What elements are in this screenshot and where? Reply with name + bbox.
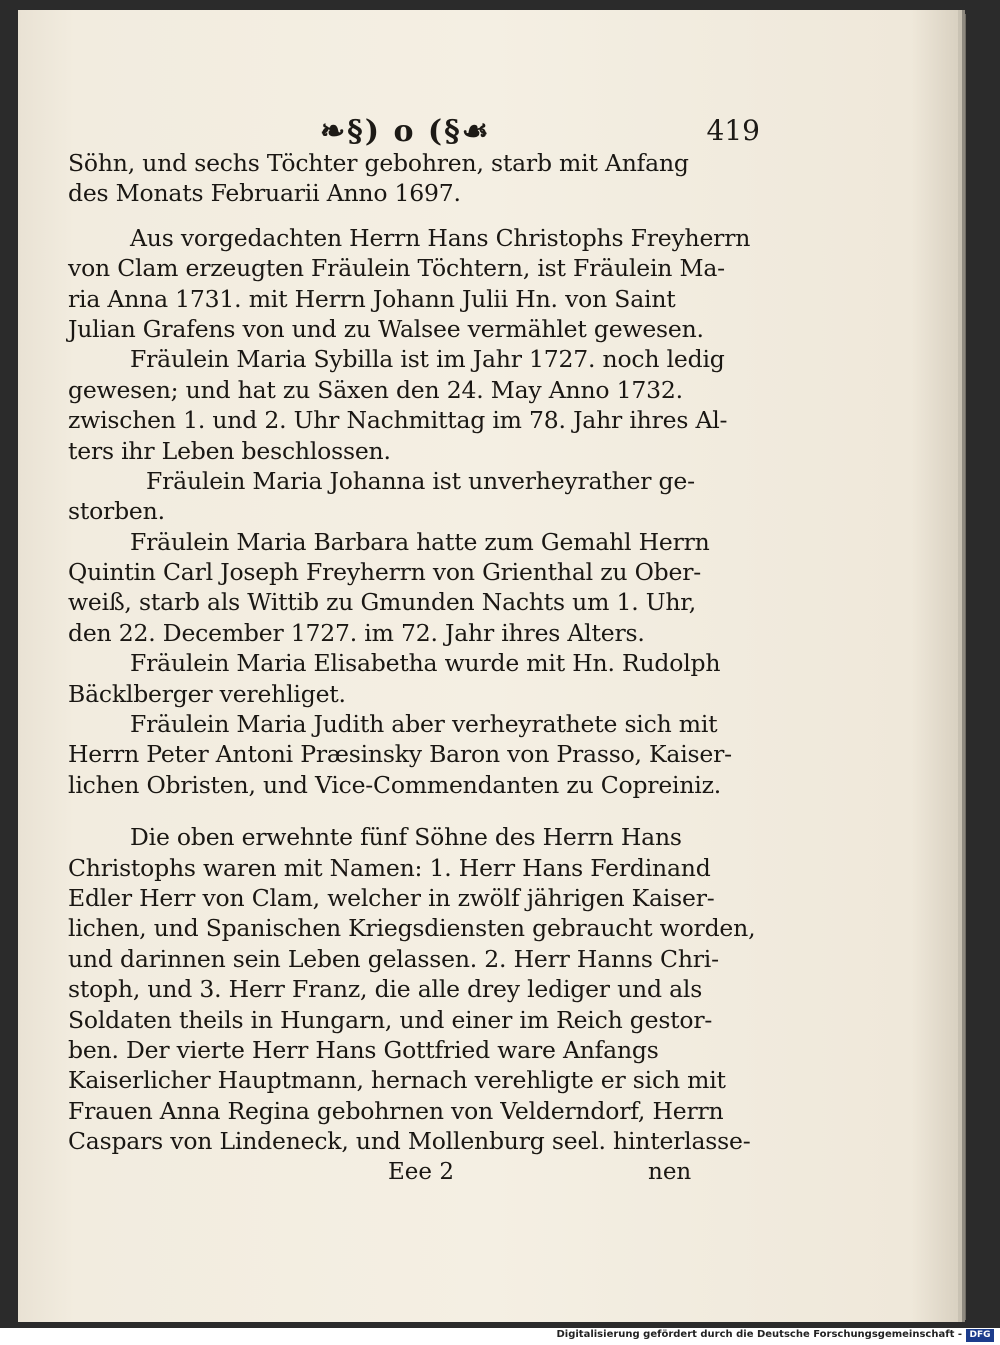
text-line: Die oben erwehnte fünf Söhne des Herrn Hans xyxy=(130,823,682,852)
page-header xyxy=(300,110,760,150)
page-foot xyxy=(68,1157,768,1187)
text-line: Soldaten theils in Hungarn, und einer im Reich gestor- xyxy=(68,1005,713,1034)
paragraph xyxy=(68,223,768,345)
text-line: Fräulein Maria Barbara hatte zum Gemahl Herrn xyxy=(130,527,710,556)
paragraph xyxy=(68,344,768,466)
text-line: weiß, starb als Wittib zu Gmunden Nachts um 1. Uhr, xyxy=(68,588,697,617)
header-ornament: ❧§) o (§☙ xyxy=(320,114,491,149)
footer-bar xyxy=(0,1328,1000,1345)
text-line: ria Anna 1731. mit Herrn Johann Julii Hn. von Saint xyxy=(68,284,676,313)
text-line: Quintin Carl Joseph Freyherrn von Grienthal zu Ober- xyxy=(68,558,701,587)
paragraph xyxy=(68,148,768,209)
dfg-logo-icon: DFG xyxy=(966,1329,994,1342)
signature-mark: Eee 2 xyxy=(388,1158,454,1185)
paragraph xyxy=(68,709,768,800)
text-line: ters ihr Leben beschlossen. xyxy=(68,436,391,465)
catchword: nen xyxy=(648,1158,692,1185)
text-line: Herrn Peter Antoni Præsinsky Baron von Prasso, Kaiser- xyxy=(68,740,732,769)
text-line: stoph, und 3. Herr Franz, die alle drey lediger und als xyxy=(68,975,703,1004)
text-line: Edler Herr von Clam, welcher in zwölf jährigen Kaiser- xyxy=(68,883,715,912)
text-line: Fräulein Maria Judith aber verheyrathete sich mit xyxy=(130,710,718,739)
text-line: Julian Grafens von und zu Walsee vermählet gewesen. xyxy=(68,314,704,343)
text-line: Christophs waren mit Namen: 1. Herr Hans Ferdinand xyxy=(68,853,711,882)
text-line: zwischen 1. und 2. Uhr Nachmittag im 78. Jahr ihres Al- xyxy=(68,406,728,435)
text-line: Aus vorgedachten Herrn Hans Christophs Freyherrn xyxy=(130,223,751,252)
text-line: Fräulein Maria Elisabetha wurde mit Hn. Rudolph xyxy=(130,649,721,678)
paragraph xyxy=(68,648,768,709)
text-line: lichen Obristen, und Vice-Commendanten zu Copreiniz. xyxy=(68,770,722,799)
footer-credit: Digitalisierung gefördert durch die Deutsche Forschungsgemeinschaft - xyxy=(556,1329,962,1340)
text-line: den 22. December 1727. im 72. Jahr ihres Alters. xyxy=(68,618,645,647)
text-line: lichen, und Spanischen Kriegsdiensten gebraucht worden, xyxy=(68,914,756,943)
text-line: Frauen Anna Regina gebohrnen von Velderndorf, Herrn xyxy=(68,1096,724,1125)
text-line: gewesen; und hat zu Säxen den 24. May Anno 1732. xyxy=(68,375,683,404)
text-line: ben. Der vierte Herr Hans Gottfried ware Anfangs xyxy=(68,1035,659,1064)
text-line: Fräulein Maria Sybilla ist im Jahr 1727. noch ledig xyxy=(130,345,725,374)
text-line: Kaiserlicher Hauptmann, hernach verehligte er sich mit xyxy=(68,1066,726,1095)
text-line: Söhn, und sechs Töchter gebohren, starb mit Anfang xyxy=(68,149,689,177)
paragraph xyxy=(68,822,768,1156)
paragraph xyxy=(68,527,768,649)
text-line: Bäcklberger verehliget. xyxy=(68,679,346,708)
text-line: des Monats Februarii Anno 1697. xyxy=(68,179,461,208)
paragraph xyxy=(68,466,768,527)
page-text xyxy=(68,148,768,1187)
text-line: Fräulein Maria Johanna ist unverheyrather ge- xyxy=(146,466,695,495)
text-line: und darinnen sein Leben gelassen. 2. Herr Hanns Chri- xyxy=(68,944,719,973)
text-line: von Clam erzeugten Fräulein Töchtern, ist Fräulein Ma- xyxy=(68,254,725,283)
text-line: storben. xyxy=(68,497,165,526)
page-number: 419 xyxy=(706,114,760,147)
text-line: Caspars von Lindeneck, und Mollenburg seel. hinterlasse- xyxy=(68,1127,751,1156)
page-edge xyxy=(958,14,966,1320)
